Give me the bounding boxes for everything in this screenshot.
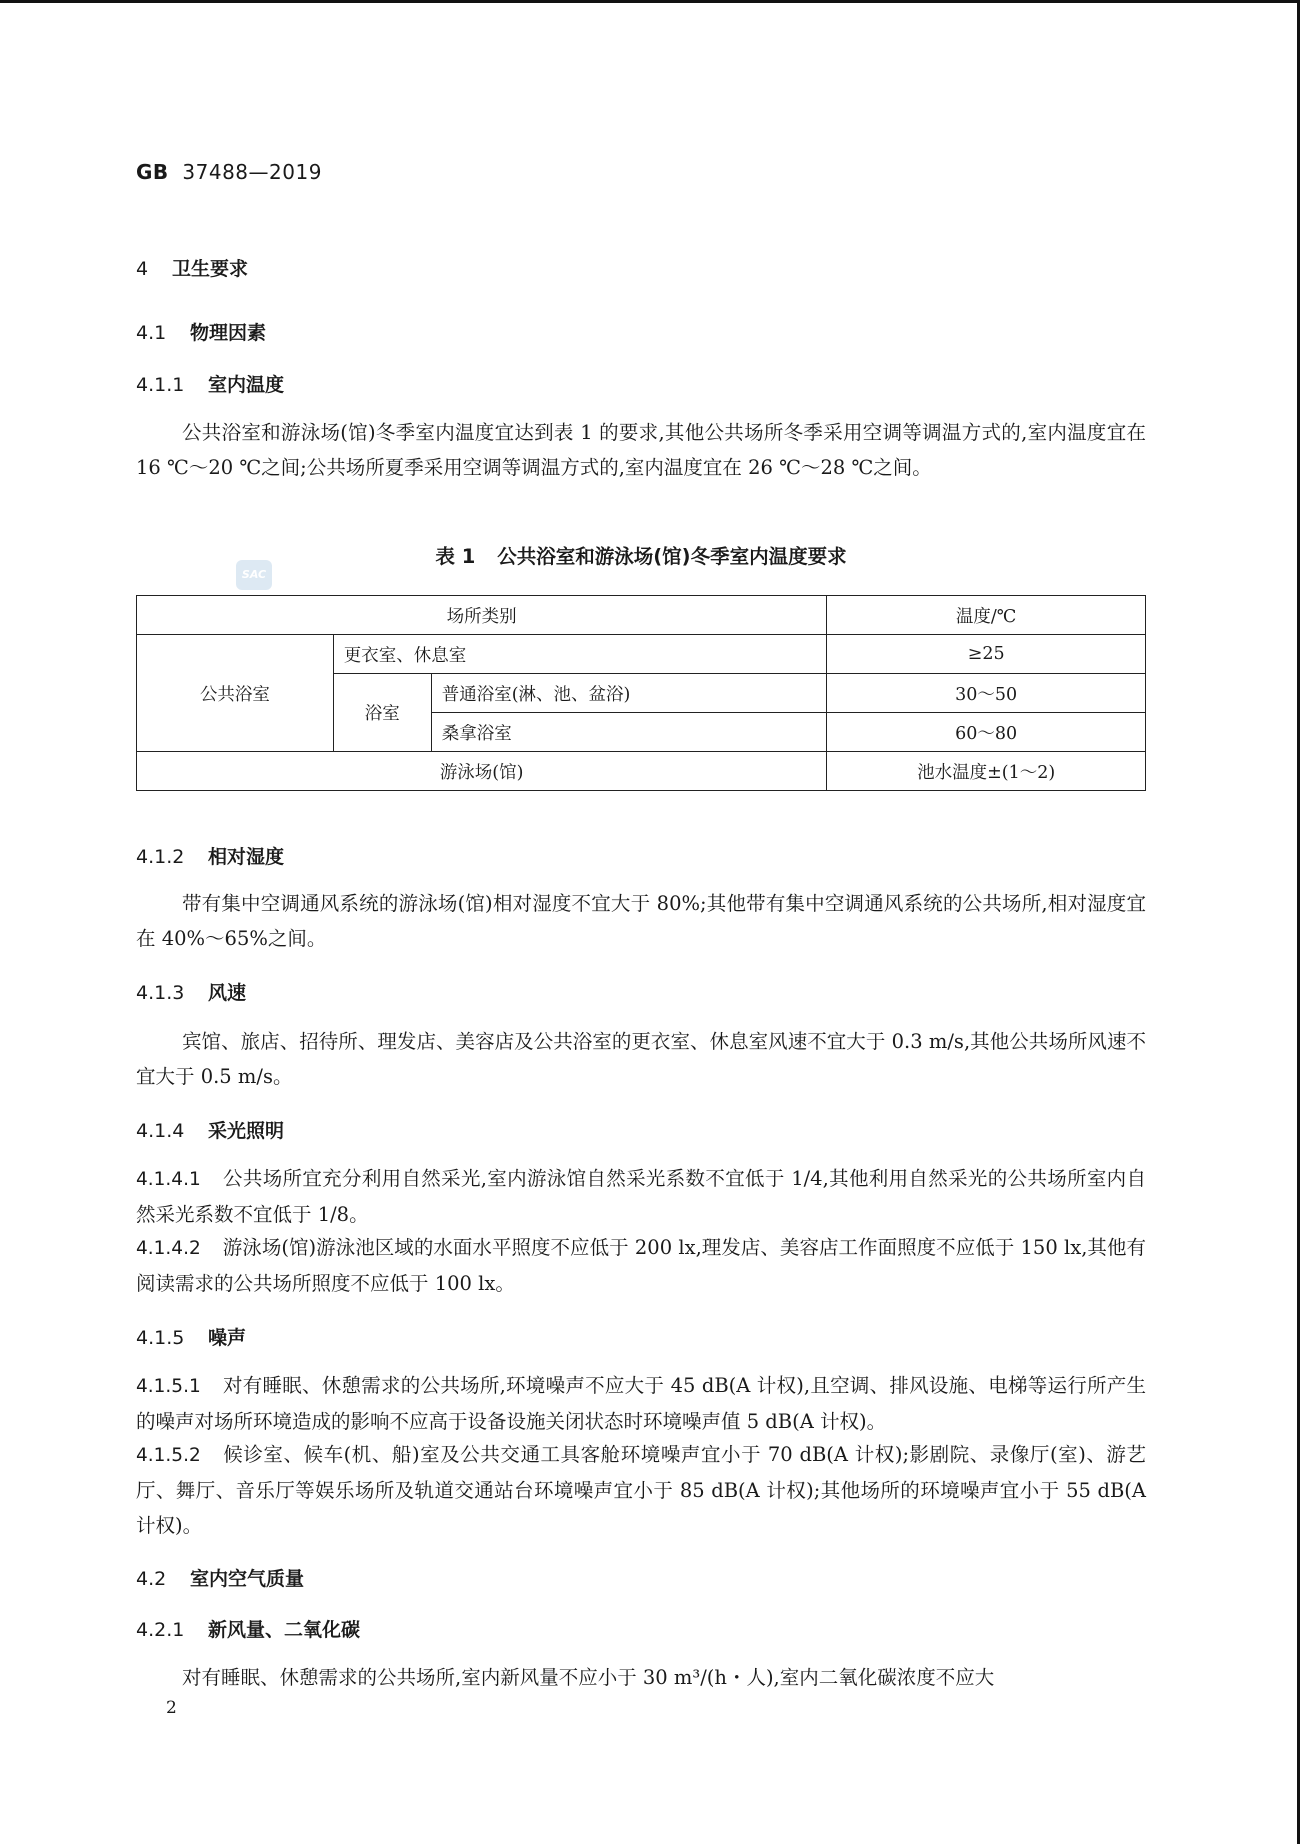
temperature-cell: ≥25 — [827, 635, 1146, 674]
clause-text: 游泳场(馆)游泳池区域的水面水平照度不应低于 200 lx,理发店、美容店工作面照度不应低于 150 lx,其他有阅读需求的公共场所照度不应低于 100 lx。 — [136, 1236, 1146, 1295]
heading-title: 相对湿度 — [208, 846, 285, 868]
heading-number: 4.2 — [136, 1568, 167, 1590]
heading-section-4-1-3 — [136, 978, 246, 1005]
header-temperature-cell: 温度/℃ — [827, 596, 1146, 635]
heading-title: 物理因素 — [190, 322, 267, 344]
paragraph-noise-4-1-5-2 — [136, 1437, 1146, 1543]
heading-section-4-1-2 — [136, 842, 284, 869]
clause-text: 候诊室、候车(机、船)室及公共交通工具客舱环境噪声宜小于 70 dB(A 计权);影剧院、录像厅(室)、游艺厅、舞厅、音乐厅等娱乐场所及轨道交通站台环境噪声宜小于 85 dB(A 计权);其他场所的环境噪声宜小于 55 dB(A 计权)。 — [136, 1443, 1146, 1537]
heading-number: 4.1.3 — [136, 982, 185, 1004]
standard-number: 37488—2019 — [182, 160, 322, 184]
category-cell: 普通浴室(淋、池、盆浴) — [431, 674, 827, 713]
heading-number: 4.1.1 — [136, 374, 185, 396]
heading-title: 采光照明 — [208, 1120, 285, 1142]
heading-section-4-1-1 — [136, 370, 284, 397]
paragraph-lighting-4-1-4-1 — [136, 1161, 1146, 1232]
clause-number: 4.1.4.2 — [136, 1238, 201, 1259]
paragraph-relative-humidity: 带有集中空调通风系统的游泳场(馆)相对湿度不宜大于 80%;其他带有集中空调通风系统的公共场所,相对湿度宜在 40%～65%之间。 — [136, 892, 1146, 950]
paragraph-fresh-air-co2: 对有睡眠、休憩需求的公共场所,室内新风量不应小于 30 m³/(h・人),室内二氧化碳浓度不应大 — [182, 1666, 995, 1689]
heading-number: 4.1.5 — [136, 1327, 185, 1349]
table-row — [137, 635, 1146, 674]
group-public-bath-cell: 公共浴室 — [137, 635, 334, 752]
heading-section-4-1 — [136, 318, 266, 345]
heading-title: 风速 — [208, 982, 247, 1004]
heading-number: 4.1 — [136, 322, 167, 344]
temperature-cell: 池水温度±(1～2) — [827, 752, 1146, 791]
heading-number: 4 — [136, 258, 149, 280]
heading-section-4-2 — [136, 1564, 304, 1591]
page-frame-top — [0, 0, 1300, 3]
header-category-cell: 场所类别 — [137, 596, 827, 635]
heading-number: 4.2.1 — [136, 1619, 185, 1641]
heading-section-4-1-4 — [136, 1116, 284, 1143]
category-cell: 桑拿浴室 — [431, 713, 827, 752]
standard-number-header — [136, 160, 322, 184]
heading-title: 噪声 — [208, 1327, 247, 1349]
heading-number: 4.1.2 — [136, 846, 185, 868]
table-header-row — [137, 596, 1146, 635]
heading-title: 新风量、二氧化碳 — [208, 1619, 361, 1641]
heading-section-4 — [136, 254, 248, 281]
sac-watermark-logo: SAC — [236, 560, 272, 590]
heading-title: 室内空气质量 — [190, 1568, 305, 1590]
paragraph-lighting-4-1-4-2 — [136, 1230, 1146, 1301]
table-row — [137, 752, 1146, 791]
heading-number: 4.1.4 — [136, 1120, 185, 1142]
clause-number: 4.1.5.2 — [136, 1445, 201, 1466]
heading-section-4-2-1 — [136, 1615, 360, 1642]
table-1-caption — [136, 541, 1146, 569]
heading-title: 室内温度 — [208, 374, 285, 396]
temperature-cell: 60～80 — [827, 713, 1146, 752]
category-cell: 更衣室、休息室 — [333, 635, 827, 674]
table-caption-title: 公共浴室和游泳场(馆)冬季室内温度要求 — [497, 545, 847, 568]
temperature-cell: 30～50 — [827, 674, 1146, 713]
paragraph-wind-speed: 宾馆、旅店、招待所、理发店、美容店及公共浴室的更衣室、休息室风速不宜大于 0.3 m/s,其他公共场所风速不宜大于 0.5 m/s。 — [136, 1030, 1146, 1088]
table-caption-number: 表 1 — [435, 545, 476, 568]
clause-text: 对有睡眠、休憩需求的公共场所,环境噪声不应大于 45 dB(A 计权),且空调、排风设施、电梯等运行所产生的噪声对场所环境造成的影响不应高于设备设施关闭状态时环境噪声值 5 dB(A 计权)。 — [136, 1374, 1146, 1433]
clause-number: 4.1.4.1 — [136, 1169, 201, 1190]
heading-section-4-1-5 — [136, 1323, 246, 1350]
page-number: 2 — [166, 1698, 177, 1718]
table-1-winter-temperature — [136, 595, 1146, 791]
standard-prefix: GB — [136, 160, 169, 184]
paragraph-indoor-temperature: 公共浴室和游泳场(馆)冬季室内温度宜达到表 1 的要求,其他公共场所冬季采用空调等调温方式的,室内温度宜在 16 ℃～20 ℃之间;公共场所夏季采用空调等调温方式的,室内温度宜在 26 ℃～28 ℃之间。 — [136, 421, 1146, 479]
category-cell: 游泳场(馆) — [137, 752, 827, 791]
heading-title: 卫生要求 — [172, 258, 249, 280]
clause-number: 4.1.5.1 — [136, 1376, 201, 1397]
subgroup-bathroom-cell: 浴室 — [333, 674, 431, 752]
clause-text: 公共场所宜充分利用自然采光,室内游泳馆自然采光系数不宜低于 1/4,其他利用自然采光的公共场所室内自然采光系数不宜低于 1/8。 — [136, 1167, 1146, 1226]
paragraph-noise-4-1-5-1 — [136, 1368, 1146, 1439]
